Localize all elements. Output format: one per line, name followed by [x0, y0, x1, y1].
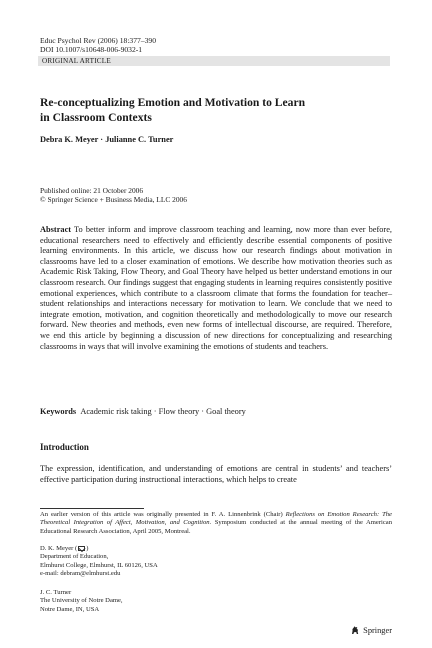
abstract-label: Abstract: [40, 225, 72, 234]
footnote: [40, 511, 392, 536]
footnote-italic-title: Reflections on Emotion Research: The Theoretical Integration of Affect, Motivation, and Cognition.: [40, 511, 392, 527]
footnote-text-2: Symposium conducted at the annual meeting of the American Educational Research Association, April 2005, Montreal.: [40, 519, 392, 535]
author-2-address: [40, 589, 123, 614]
author-list: Debra K. Meyer · Julianne C. Turner: [40, 135, 174, 144]
journal-citation: Educ Psychol Rev (2006) 18:377–390: [40, 36, 157, 45]
abstract-text: To better inform and improve classroom teaching and learning, now more than ever before, educational researchers need to effectively and efficiently describe essential components of positive learning environments. In this article, we discuss how our research findings about motivation in classrooms have led to a closer examination of emotions. We describe how motivation theories such as Academic Risk Taking, Flow Theory, and Goal Theory have helped us better understand emotions in our classroom research. Our findings suggest that engaging students in learning requires consistently positive emotional experiences, which contribute to a classroom climate that forms the foundation for teacher–student relationships and interactions necessary for motivation to learn. We conclude that we need to integrate emotion, motivation, and cognition theoretically and methodologically to move our research forward. New theories and methods, even new forms of intellectual discourse, are required. Therefore, we end this article by beginning a discussion of new directions for conceptualizing and researching classrooms in ways that will involve examining the emotions of students and teachers.: [40, 225, 392, 351]
footnote-text-1: An earlier version of this article was originally presented in F. A. Linnenbrink (Chair): [40, 511, 286, 518]
springer-horse-icon: [350, 625, 360, 635]
published-date: Published online: 21 October 2006: [40, 186, 144, 195]
author-1-affil-2: Elmhurst College, Elmhurst, IL 60126, USA: [40, 561, 158, 569]
article-title: [40, 95, 392, 125]
keywords-label: Keywords: [40, 407, 77, 416]
author-1-affil-1: Department of Education,: [40, 553, 109, 561]
author-1-name: D. K. Meyer: [40, 545, 74, 552]
intro-paragraph: The expression, identification, and understanding of emotions are central in students’ and teachers’ effective participation during instructional interactions, which helps to create: [40, 464, 392, 485]
author-1-address: D. K. Meyer ( ) Department of Education, Elmhurst College, Elmhurst, IL 60126, USA e-mail: debram@elmhurst.edu: [40, 545, 158, 578]
author-2-affil-2: Notre Dame, IN, USA: [40, 605, 100, 613]
doi: DOI 10.1007/s10648-006-9032-1: [40, 45, 143, 54]
abstract: [40, 225, 392, 352]
keywords-text: Academic risk taking · Flow theory · Goal theory: [80, 407, 246, 416]
keywords: [40, 407, 392, 416]
article-type-badge: ORIGINAL ARTICLE: [38, 56, 390, 66]
author-1-email[interactable]: e-mail: debram@elmhurst.edu: [40, 570, 121, 578]
author-2-name: J. C. Turner: [40, 589, 72, 596]
section-heading-introduction: Introduction: [40, 442, 89, 452]
publisher-logo: [350, 625, 392, 635]
envelope-icon: [78, 546, 85, 551]
title-line-1: Re-conceptualizing Emotion and Motivation to Learn: [40, 96, 306, 109]
author-2-affil-1: The University of Notre Dame,: [40, 597, 123, 605]
copyright-line: © Springer Science + Business Media, LLC 2006: [40, 195, 187, 204]
publisher-name: Springer: [363, 625, 392, 635]
footnote-divider: [40, 508, 144, 509]
title-line-2: in Classroom Contexts: [40, 111, 152, 124]
